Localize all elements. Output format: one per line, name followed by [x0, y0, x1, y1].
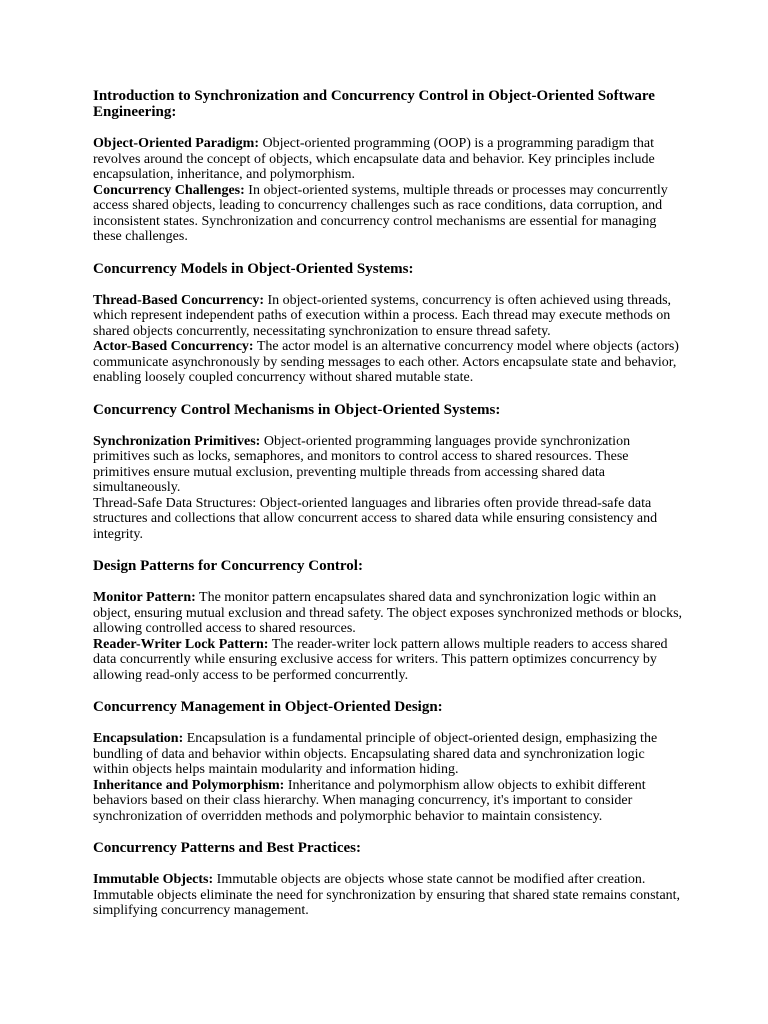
section-heading: Concurrency Management in Object-Oriented Design: — [93, 699, 443, 715]
paragraph-term: Synchronization Primitives: — [93, 433, 261, 449]
section-heading: Design Patterns for Concurrency Control: — [93, 558, 363, 574]
paragraph-text: Thread-Safe Data Structures: Object-oriented languages and libraries often provide thread-safe data structures and collections that allow concurrent access to shared data while ensuring consistency and integrity. — [93, 495, 658, 542]
paragraph — [93, 872, 683, 919]
section-heading: Introduction to Synchronization and Concurrency Control in Object-Oriented Software Engineering: — [93, 88, 655, 120]
paragraph-term: Thread-Based Concurrency: — [93, 292, 264, 308]
section-heading: Concurrency Patterns and Best Practices: — [93, 840, 361, 856]
section-heading: Concurrency Control Mechanisms in Object-Oriented Systems: — [93, 401, 501, 418]
section-design-patterns — [93, 558, 683, 683]
paragraph — [93, 778, 683, 825]
paragraph-text: The actor model is an alternative concurrency model where objects (actors) communicate asynchronously by sending messages to each other. Actors encapsulate state and behavior, enabling loosely coupled concurrency without shared mutable state. — [93, 339, 679, 385]
paragraph — [93, 136, 683, 183]
paragraph — [93, 293, 683, 340]
paragraph-text: Inheritance and polymorphism allow objects to exhibit different behaviors based on their class hierarchy. When managing concurrency, it's important to consider synchronization of overridden methods and polymorphic behavior to maintain consistency. — [93, 777, 646, 824]
paragraph — [93, 637, 683, 684]
paragraph — [93, 496, 683, 543]
paragraph-term: Inheritance and Polymorphism: — [93, 777, 285, 793]
section-concurrency-management — [93, 699, 683, 824]
paragraph-term: Reader-Writer Lock Pattern: — [93, 636, 269, 652]
document-page — [93, 88, 683, 919]
section-concurrency-models — [93, 261, 683, 386]
paragraph-term: Monitor Pattern: — [93, 590, 196, 605]
paragraph-text: Object-oriented programming (OOP) is a programming paradigm that revolves around the concept of objects, which encapsulate data and behavior. Key principles include encapsulation, inheritance, and polymorphism. — [93, 136, 655, 182]
section-patterns-best-practices — [93, 840, 683, 919]
paragraph — [93, 183, 683, 245]
paragraph-term: Concurrency Challenges: — [93, 182, 245, 198]
paragraph-term: Object-Oriented Paradigm: — [93, 136, 260, 151]
paragraph — [93, 339, 683, 386]
section-control-mechanisms — [93, 402, 683, 543]
paragraph-text: In object-oriented systems, multiple threads or processes may concurrently access shared objects, leading to concurrency challenges such as race conditions, data corruption, and inconsistent states. Synchronization and concurrency control mechanisms are essential for managing these challenges. — [93, 182, 668, 244]
paragraph-text: The monitor pattern encapsulates shared data and synchronization logic within an object, ensuring mutual exclusion and thread safety. The object exposes synchronized methods or blocks, allowing controlled access to shared resources. — [93, 590, 683, 636]
paragraph-text: Immutable objects are objects whose state cannot be modified after creation. Immutable objects eliminate the need for synchronization by ensuring that shared state remains constant, simplifying concurrency management. — [93, 872, 681, 918]
paragraph — [93, 590, 683, 637]
section-introduction — [93, 88, 683, 245]
paragraph-text: The reader-writer lock pattern allows multiple readers to access shared data concurrently while ensuring exclusive access for writers. This pattern optimizes concurrency by allowing read-only access to be performed concurrently. — [93, 636, 668, 683]
paragraph-text: In object-oriented systems, concurrency is often achieved using threads, which represent independent paths of execution within a process. Each thread may execute methods on shared objects concurrently, necessitating synchronization to ensure thread safety. — [93, 292, 672, 339]
paragraph — [93, 731, 683, 778]
paragraph-text: Encapsulation is a fundamental principle of object-oriented design, emphasizing the bundling of data and behavior within objects. Encapsulating shared data and synchronization logic within objects helps maintain modularity and information hiding. — [93, 731, 658, 777]
paragraph-term: Encapsulation: — [93, 731, 184, 746]
paragraph-term: Immutable Objects: — [93, 872, 214, 887]
paragraph-text: Object-oriented programming languages provide synchronization primitives such as locks, semaphores, and monitors to control access to shared resources. These primitives ensure mutual exclusion, preventing multiple threads from accessing shared data simultaneously. — [93, 433, 631, 495]
paragraph-term: Actor-Based Concurrency: — [93, 339, 254, 354]
paragraph — [93, 434, 683, 496]
section-heading: Concurrency Models in Object-Oriented Systems: — [93, 260, 414, 277]
